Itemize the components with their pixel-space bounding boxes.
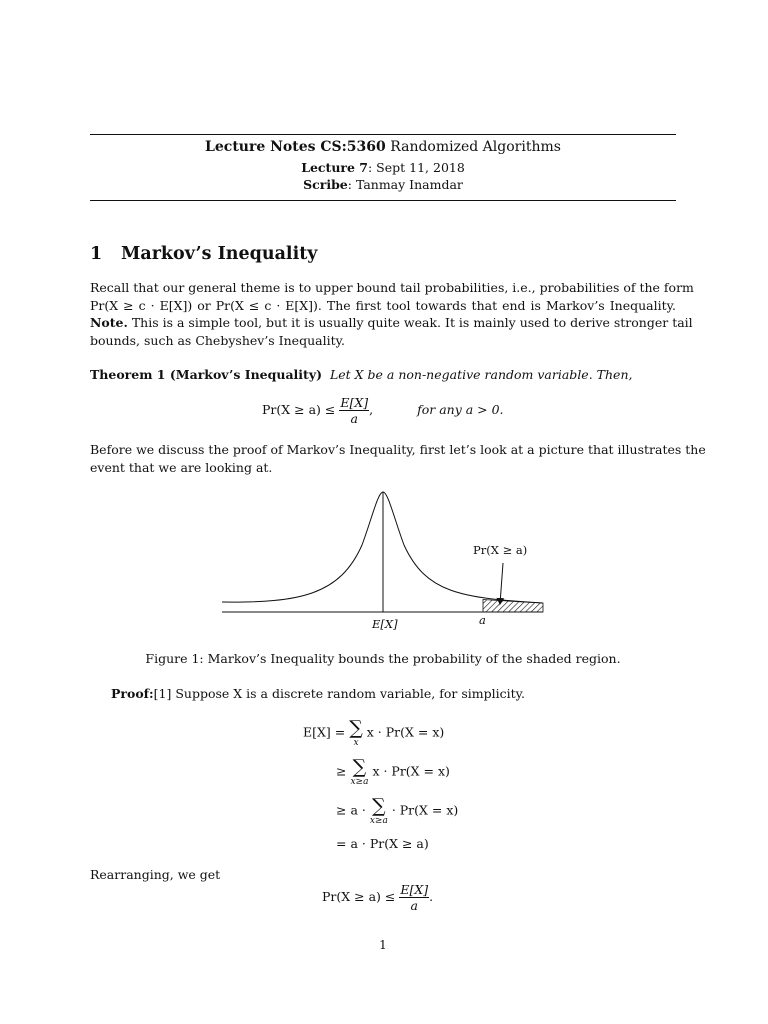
tail-arrow bbox=[500, 563, 503, 604]
mean-label: E[X] bbox=[372, 617, 398, 631]
final-lhs: Pr(X ≥ a) ≤ bbox=[322, 889, 396, 904]
proof-label: Proof: bbox=[111, 686, 154, 701]
eq3-sub: x≥a bbox=[369, 816, 388, 826]
page-number: 1 bbox=[379, 938, 387, 952]
course-name: Randomized Algorithms bbox=[385, 139, 561, 155]
theorem-comma: , bbox=[369, 402, 374, 417]
scribe-label: Scribe bbox=[303, 177, 348, 192]
sum-symbol: ∑ x≥a bbox=[369, 795, 388, 826]
eq3-lhs: ≥ a · bbox=[336, 802, 366, 818]
final-numerator: E[X] bbox=[400, 882, 429, 897]
intro-line-4: bounds, such as Chebyshev’s Inequality. bbox=[90, 332, 345, 348]
theorem-numerator: E[X] bbox=[340, 395, 369, 410]
proof-eq-3 bbox=[336, 796, 458, 826]
note-label: Note. bbox=[90, 315, 128, 330]
final-dot: . bbox=[429, 889, 434, 904]
proof-text: Suppose X is a discrete random variable, for simplicity. bbox=[171, 686, 526, 701]
tail-label: Pr(X ≥ a) bbox=[473, 543, 528, 557]
rearranging-text: Rearranging, we get bbox=[90, 867, 221, 882]
eq1-sub: x bbox=[353, 738, 359, 748]
intro-line-3: This is a simple tool, but it is usually quite weak. It is mainly used to derive stronger tail bbox=[127, 315, 693, 330]
final-denominator: a bbox=[410, 898, 418, 913]
section-number: 1 bbox=[90, 244, 103, 264]
proof-intro bbox=[111, 686, 525, 701]
theorem-denominator: a bbox=[350, 411, 358, 426]
eq1-lhs: E[X] = bbox=[303, 724, 346, 740]
a-label: a bbox=[479, 613, 486, 627]
theorem-label: Theorem 1 (Markov’s Inequality) bbox=[90, 367, 323, 382]
course-code: Lecture Notes CS:5360 bbox=[205, 139, 386, 155]
before-proof-line-1: Before we discuss the proof of Markov’s Inequality, first let’s look at a picture that illustrates the bbox=[90, 442, 706, 457]
intro-line-1: Recall that our general theme is to upper bound tail probabilities, i.e., probabilities of the form bbox=[90, 280, 694, 295]
theorem-condition: for any a > 0. bbox=[417, 402, 504, 417]
intro-line-2: Pr(X ≥ c · E[X]) or Pr(X ≤ c · E[X]). The first tool towards that end is Markov’s Inequality. bbox=[90, 297, 676, 313]
before-proof-line-2: event that we are looking at. bbox=[90, 459, 273, 475]
eq2-sub: x≥a bbox=[350, 777, 369, 787]
final-fraction bbox=[399, 882, 429, 913]
proof-eq-2 bbox=[336, 757, 450, 787]
eq2-lhs: ≥ bbox=[336, 763, 347, 779]
eq2-term: x · Pr(X = x) bbox=[372, 763, 450, 779]
proof-eq-4: = a · Pr(X ≥ a) bbox=[336, 836, 429, 851]
lecture-label: Lecture 7 bbox=[301, 160, 368, 175]
proof-ref: [1] bbox=[153, 686, 172, 701]
sum-symbol: ∑ x≥a bbox=[350, 756, 369, 787]
sum-symbol: ∑ x bbox=[349, 717, 363, 748]
eq1-term: x · Pr(X = x) bbox=[366, 724, 445, 740]
figure-caption: Figure 1: Markov’s Inequality bounds the probability of the shaded region. bbox=[145, 651, 621, 666]
tail-region-shaded bbox=[483, 600, 543, 613]
theorem-eq-lhs: Pr(X ≥ a) ≤ bbox=[262, 402, 336, 417]
theorem-text: Let X be a non-negative random variable. Then, bbox=[329, 367, 633, 382]
scribe-name: : Tanmay Inamdar bbox=[347, 177, 463, 192]
section-title: Markov’s Inequality bbox=[121, 244, 318, 264]
final-equation bbox=[322, 882, 433, 913]
eq3-term: · Pr(X = x) bbox=[391, 802, 459, 818]
lecture-date: : Sept 11, 2018 bbox=[368, 160, 465, 175]
proof-eq-1 bbox=[303, 718, 444, 748]
